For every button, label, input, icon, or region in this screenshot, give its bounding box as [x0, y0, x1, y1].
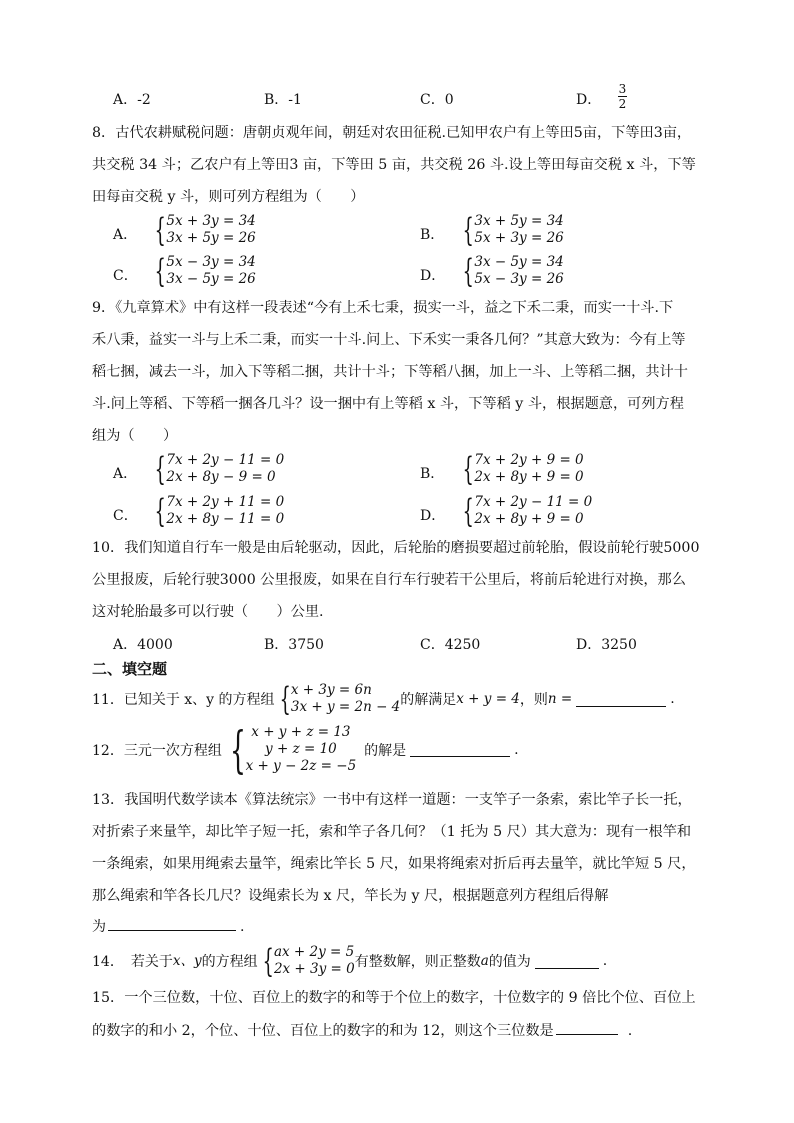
q9-option-a-label: A． [113, 466, 138, 482]
q13-end: . [240, 919, 245, 935]
q10-option-a: A．4000 [113, 637, 173, 653]
answer-blank[interactable] [535, 954, 599, 969]
answer-blank[interactable] [556, 1020, 618, 1035]
answer-blank[interactable] [410, 742, 510, 757]
q7-option-b: B．-1 [264, 92, 302, 108]
answer-blank[interactable] [576, 692, 666, 707]
brace-icon: { [462, 492, 474, 530]
equation: 3x + y = 2n − 4 [290, 699, 401, 715]
q12-text-post: 的解是 [364, 742, 407, 759]
equation: ax + 2y = 5 [273, 944, 355, 960]
equation: x + y + z = 13 [251, 724, 351, 740]
q15-line-2-text: 的数字的和小 2，个位、十位、百位上的数字的和为 12，则这个三位数是 [92, 1023, 554, 1039]
equation: 2x + 8y − 11 = 0 [166, 511, 285, 527]
equation: 5x + 3y = 26 [474, 230, 564, 246]
brace-icon: { [154, 252, 166, 290]
q9-option-c-label: C． [113, 508, 138, 524]
equation: 3x + 5y = 26 [166, 230, 256, 246]
q14-variables: x、y [172, 952, 202, 969]
q14-text-post: 有整数解，则正整数 [354, 954, 481, 970]
q9-option-d-label: D． [420, 508, 446, 524]
q10-option-b: B．3750 [264, 637, 324, 653]
q11-text-post: ，则 [519, 692, 548, 708]
equation: 5x − 3y = 26 [474, 271, 564, 287]
q13-line-2: 对折索子来量竿，却比竿子短一托，索和竿子各几何？（1 托为 5 尺）其大意为：现有一根竿和 [92, 824, 692, 840]
brace-icon: { [229, 720, 246, 779]
brace-icon: { [462, 252, 474, 290]
q9-line-3: 稻七捆，减去一斗，加入下等稻二捆，共计十斗；下等稻八捆，加上一斗、上等稻二捆，共计十 [92, 364, 688, 380]
q13-line-5 [92, 916, 244, 936]
q12-end: . [514, 741, 519, 758]
q8-option-b-label: B． [420, 227, 445, 243]
q8-line-3: 田每亩交税 y 斗，则可列方程组为（ ） [92, 189, 365, 205]
q14-end: . [602, 953, 608, 969]
equation: 5x − 3y = 34 [166, 254, 256, 270]
q13-line-3: 一条绳索，如果用绳索去量竿，绳索比竿长 5 尺，如果将绳索对折后再去量竿，就比竿短 5 尺， [92, 856, 696, 872]
q9-option-b-system [458, 452, 584, 486]
equation: x + 3y = 6n [290, 682, 372, 698]
equation: 2x + 8y + 9 = 0 [474, 511, 584, 527]
q7-option-d-fraction [618, 83, 627, 110]
q14-text-mid: 的方程组 [201, 954, 258, 970]
q12-text-pre: 12．三元一次方程组 [92, 742, 222, 759]
q13-last-text: 为 [92, 919, 106, 935]
equation: 3x − 5y = 34 [474, 254, 564, 270]
equation: 7x + 2y − 11 = 0 [166, 452, 285, 468]
q9-line-4: 斗.问上等稻、下等稻一捆各几斗？设一捆中有上等稻 x 斗，下等稻 y 斗，根据题意，可列方程 [92, 396, 684, 412]
q8-line-1: 8．古代农耕赋税问题：唐朝贞观年间，朝廷对农田征税.已知甲农户有上等田5亩，下等田3亩， [92, 125, 692, 141]
q10-line-2: 公里报废，后轮行驶3000 公里报废，如果在自行车行驶若干公里后，将前后轮进行对换，那么 [92, 572, 686, 588]
q10-line-3: 这对轮胎最多可以行驶（ ）公里. [92, 604, 324, 620]
fraction-denominator: 2 [618, 97, 627, 111]
q11-text-pre: 11．已知关于 x、y 的方程组 [92, 692, 275, 708]
q10-option-d: D．3250 [576, 637, 637, 653]
q15-line-1: 15．一个三位数，十位、百位上的数字的和等于个位上的数字，十位数字的 9 倍比个位、百位上 [92, 990, 696, 1006]
q7-option-c: C．0 [420, 92, 454, 108]
q8-option-b-system [458, 213, 564, 247]
q13-line-4: 那么绳索和竿各长几尺？设绳索长为 x 尺，竿长为 y 尺，根据题意列方程组后得解 [92, 888, 609, 904]
q12 [92, 720, 519, 779]
q11-text-mid: 的解满足 [400, 692, 457, 708]
section-heading: 二、填空题 [92, 660, 168, 678]
equation: 2x + 3y = 0 [273, 961, 355, 977]
q9-option-b-label: B． [420, 466, 445, 482]
brace-icon: { [279, 680, 291, 718]
q14-param: a [480, 952, 489, 969]
brace-icon: { [462, 211, 474, 249]
q8-option-a-label: A． [113, 227, 138, 243]
answer-blank[interactable] [108, 916, 236, 931]
q11-variable: n = [547, 690, 573, 707]
q9-line-5: 组为（ ） [92, 428, 178, 444]
q7-option-d: D． [576, 92, 602, 108]
brace-icon: { [262, 942, 274, 980]
equation: y + z = 10 [265, 741, 337, 757]
q8-line-2: 共交税 34 斗；乙农户有上等田3 亩，下等田 5 亩，共交税 26 斗.设上等田每亩交税 x 斗，下等 [92, 157, 696, 173]
equation: 3x − 5y = 26 [166, 271, 256, 287]
equation: 7x + 2y + 11 = 0 [166, 494, 285, 510]
q9-option-d-system [458, 494, 592, 528]
brace-icon: { [462, 450, 474, 488]
q15-line-2 [92, 1020, 632, 1040]
q8-option-d-label: D． [420, 268, 446, 284]
q9-line-1: 9．《九章算术》中有这样一段表述“今有上禾七秉，损实一斗，益之下禾二秉，而实一十斗.下 [92, 300, 674, 316]
brace-icon: { [154, 211, 166, 249]
q8-option-a-system [150, 213, 256, 247]
fraction-numerator: 3 [618, 82, 627, 96]
q14-text-post2: 的值为 [488, 954, 531, 970]
q11-condition: x + y = 4 [456, 690, 520, 707]
equation: 2x + 8y + 9 = 0 [474, 469, 584, 485]
q9-option-a-system [150, 452, 284, 486]
equation: 2x + 8y − 9 = 0 [166, 469, 276, 485]
q8-option-c-system [150, 254, 256, 288]
equation: 7x + 2y + 9 = 0 [474, 452, 584, 468]
q14-system [258, 944, 355, 978]
q14-text-pre: 14． 若关于 [92, 954, 173, 970]
q15-end: . [627, 1023, 633, 1039]
brace-icon: { [154, 492, 166, 530]
q9-option-c-system [150, 494, 284, 528]
q11 [92, 682, 675, 716]
q9-line-2: 禾八秉，益实一斗与上禾二秉，而实一十斗.问上、下禾实一秉各几何？”其意大致为：今有上等 [92, 332, 686, 348]
equation: 3x + 5y = 34 [474, 213, 564, 229]
brace-icon: { [154, 450, 166, 488]
q8-option-d-system [458, 254, 564, 288]
q10-option-c: C．4250 [420, 637, 481, 653]
q14 [92, 944, 607, 978]
equation: 5x + 3y = 34 [166, 213, 256, 229]
equation: 7x + 2y − 11 = 0 [474, 494, 593, 510]
q13-line-1: 13．我国明代数学读本《算法统宗》一书中有这样一道题：一支竿子一条索，索比竿子长一托， [92, 792, 692, 808]
q8-option-c-label: C． [113, 268, 138, 284]
q12-system [222, 720, 357, 779]
equation: x + y − 2z = −5 [245, 758, 357, 774]
q7-option-a: A．-2 [113, 92, 151, 108]
q11-end: . [670, 691, 675, 707]
q11-system [275, 682, 401, 716]
q10-line-1: 10．我们知道自行车一般是由后轮驱动，因此，后轮胎的磨损要超过前轮胎，假设前轮行驶5000 [92, 540, 700, 556]
